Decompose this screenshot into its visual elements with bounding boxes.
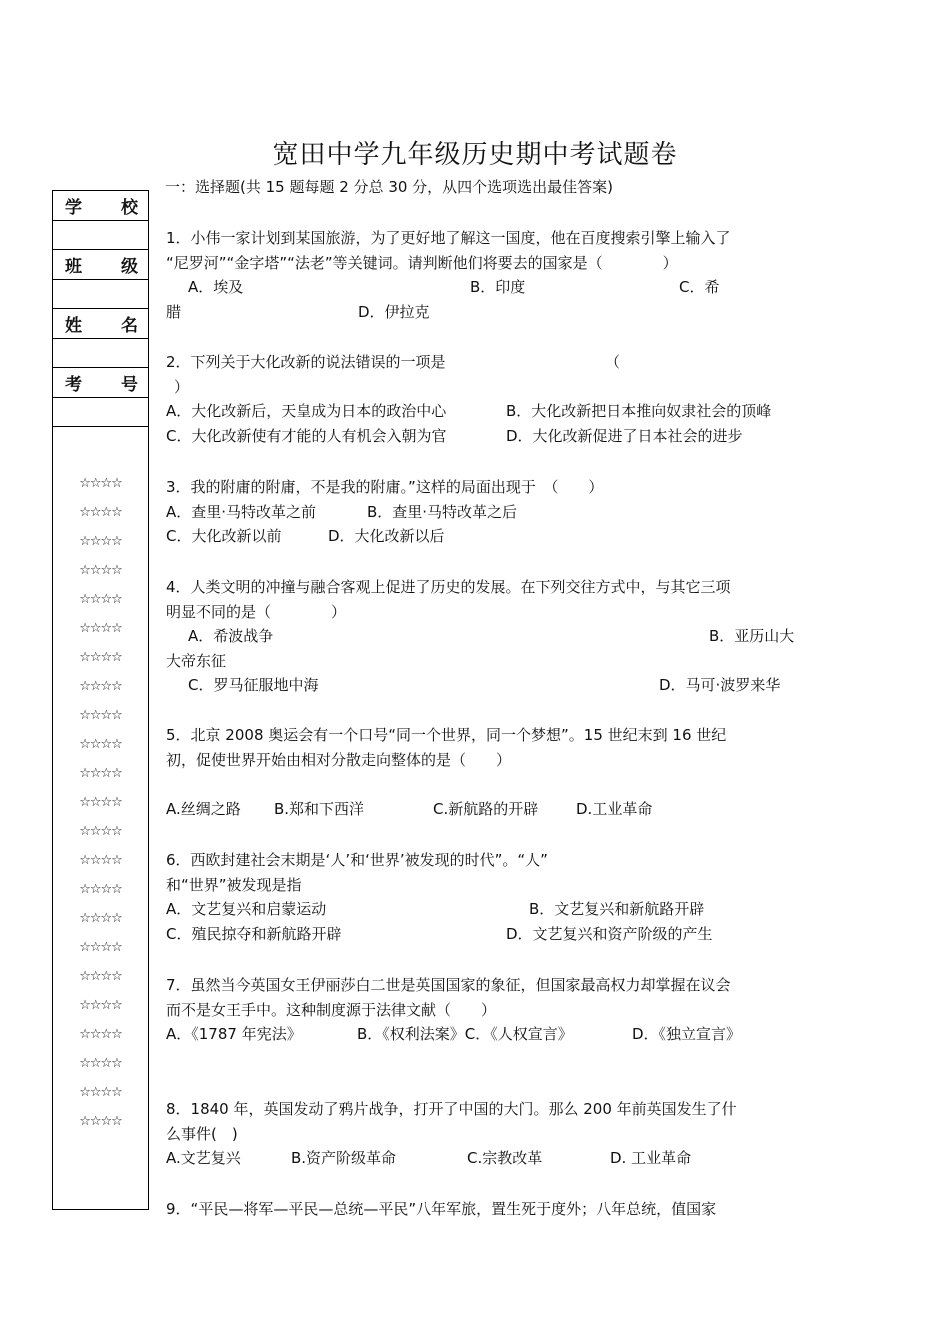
option-c[interactable]: C．罗马征服地中海 [188, 676, 319, 694]
option-c[interactable]: C．大化改新使有才能的人有机会入朝为官 [166, 426, 447, 445]
question-5: 5．北京 2008 奥运会有一个口号“同一个世界，同一个梦想”。15 世纪末到 16 世纪 初，促使世界开始由相对分散走向整体的是（ ） A.丝绸之路 B.郑和下西洋 C.新航路的开辟 D.工业革命 [166, 723, 811, 821]
option-c[interactable]: C.新航路的开辟 [433, 799, 539, 818]
option-d[interactable]: D．文艺复兴和资产阶级的产生 [506, 924, 713, 943]
question-9: 9．“平民—将军—平民—总统—平民”八年军旅，置生死于度外；八年总统，值国家 [166, 1200, 717, 1218]
option-a[interactable]: A.文艺复兴 [166, 1149, 241, 1167]
option-a[interactable]: A．《1787 年宪法》 [166, 1025, 302, 1043]
option-d[interactable]: D.工业革命 [576, 799, 653, 818]
question-4: 4．人类文明的冲撞与融合客观上促进了历史的发展。在下列交往方式中，与其它三项 明显不同的是（ ） A．希波战争 B．亚历山大 大帝东征 C．罗马征服地中海 D．马可·波罗来华 [166, 575, 811, 698]
question-2: 2．下列关于大化改新的说法错误的一项是 （ ） A．大化改新后，天皇成为日本的政治中心 B．大化改新把日本推向奴隶社会的顶峰 C．大化改新使有才能的人有机会入朝为官 D．大化改新促进了日本社会的进步 [166, 350, 811, 448]
option-d[interactable]: D．伊拉克 [358, 302, 430, 321]
option-b[interactable]: B.郑和下西洋 [274, 799, 365, 818]
option-a[interactable]: A．大化改新后，天皇成为日本的政治中心 [166, 402, 447, 420]
option-b-c[interactable]: B．《权利法案》C．《人权宣言》 [357, 1025, 573, 1043]
option-b[interactable]: B．查里·马特改革之后 [367, 502, 518, 521]
option-a[interactable]: A．文艺复兴和启蒙运动 [166, 900, 327, 918]
option-b[interactable]: B.资产阶级革命 [291, 1149, 397, 1167]
exam-number-field[interactable] [53, 398, 148, 427]
seal-line-stars: ☆☆☆☆ ☆☆☆☆ ☆☆☆☆ ☆☆☆☆ ☆☆☆☆ ☆☆☆☆ ☆☆☆☆ ☆☆☆☆ ☆☆☆☆ ☆☆☆☆ ☆☆☆☆ ☆☆☆☆ ☆☆☆☆ ☆☆☆☆ ☆☆☆☆ ☆☆☆☆ ☆☆☆☆ ☆☆☆☆ ☆☆☆☆ ☆☆☆☆ ☆☆☆☆ ☆☆☆☆ ☆☆☆☆ [79, 476, 122, 1129]
option-d[interactable]: D．大化改新促进了日本社会的进步 [506, 426, 743, 445]
option-b[interactable]: B．亚历山大 [709, 627, 795, 645]
option-d[interactable]: D．《独立宣言》 [632, 1025, 742, 1043]
option-d[interactable]: D．马可·波罗来华 [659, 676, 781, 694]
question-8: 8．1840 年，英国发动了鸦片战争，打开了中国的大门。那么 200 年前英国发生了什 么事件( ) A.文艺复兴 B.资产阶级革命 C.宗教改革 D. 工业革命 [166, 1097, 811, 1171]
option-c[interactable]: C．大化改新以前 [166, 527, 282, 545]
option-a[interactable]: A.丝绸之路 [166, 799, 241, 818]
name-field[interactable] [53, 339, 148, 368]
option-a[interactable]: A．查里·马特改革之前 [166, 502, 317, 521]
option-c[interactable]: C．希 [679, 278, 720, 296]
section-heading: 一：选择题(共 15 题每题 2 分总 30 分，从四个选项选出最佳答案) [165, 178, 614, 196]
school-label: 学 校 [53, 191, 148, 221]
question-7: 7．虽然当今英国女王伊丽莎白二世是英国国家的象征，但国家最高权力却掌握在议会 而不是女王手中。这种制度源于法律文献（ ） A．《1787 年宪法》 B．《权利法案》C．《人权宣言》 D．《独立宣言》 [166, 973, 811, 1047]
option-c[interactable]: C.宗教改革 [467, 1149, 543, 1167]
option-a[interactable]: A．埃及 [188, 278, 244, 296]
name-label: 姓 名 [53, 309, 148, 339]
class-field[interactable] [53, 280, 148, 309]
exam-number-label: 考 号 [53, 368, 148, 398]
question-3: 3．我的附庸的附庸，不是我的附庸。”这样的局面出现于 （ ） A．查里·马特改革之前 B．查里·马特改革之后 C．大化改新以前 D．大化改新以后 [166, 475, 811, 549]
option-d[interactable]: D. 工业革命 [610, 1149, 692, 1167]
class-label: 班 级 [53, 250, 148, 280]
option-b[interactable]: B．印度 [470, 278, 526, 296]
option-b[interactable]: B．大化改新把日本推向奴隶社会的顶峰 [506, 402, 772, 420]
option-b[interactable]: B．文艺复兴和新航路开辟 [529, 900, 705, 918]
question-6: 6．西欧封建社会末期是‘人’和‘世界’被发现的时代”。“人” 和“世界”被发现是指 A．文艺复兴和启蒙运动 B．文艺复兴和新航路开辟 C．殖民掠夺和新航路开辟 D．文艺复兴和资产阶级的产生 [166, 848, 811, 946]
student-info-box [52, 190, 149, 1210]
option-c[interactable]: C．殖民掠夺和新航路开辟 [166, 924, 342, 943]
school-field[interactable] [53, 221, 148, 250]
question-1: 1．小伟一家计划到某国旅游，为了更好地了解这一国度，他在百度搜索引擎上输入了 “尼罗河”“金字塔”“法老”等关键词。请判断他们将要去的国家是（ ） A．埃及 B．印度 C．希 腊 D．伊拉克 [166, 226, 811, 324]
option-d[interactable]: D．大化改新以后 [328, 527, 445, 545]
option-a[interactable]: A．希波战争 [188, 627, 274, 645]
page-title: 宽田中学九年级历史期中考试题卷 [272, 140, 678, 170]
